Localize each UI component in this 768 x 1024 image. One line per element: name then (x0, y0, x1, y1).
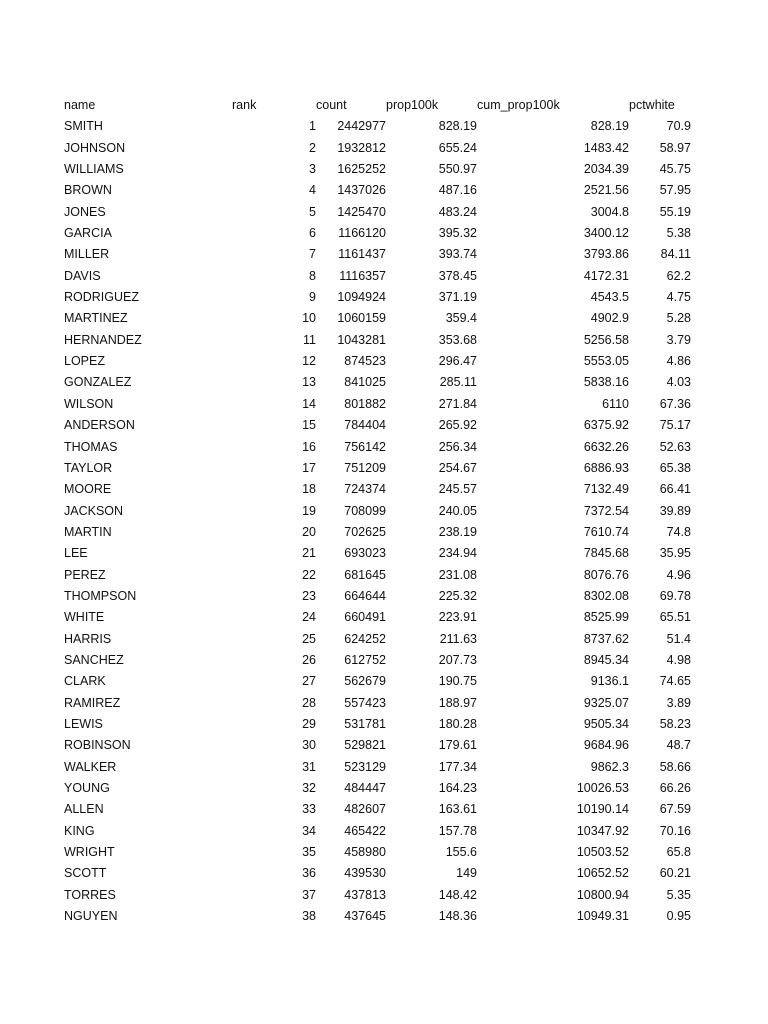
cell-count: 529821 (344, 738, 386, 753)
table-row (64, 735, 691, 756)
cell-pctwhite: 70.9 (666, 119, 691, 134)
cell-pctwhite: 4.96 (666, 567, 691, 582)
cell-prop100k: 163.61 (438, 802, 477, 817)
table-row (64, 223, 691, 244)
cell-prop100k: 393.74 (438, 247, 477, 262)
cell-rank: 11 (303, 332, 316, 347)
cell-pctwhite: 5.28 (666, 311, 691, 326)
column-header-prop100k: prop100k (386, 98, 439, 112)
cell-prop100k: 164.23 (438, 781, 477, 795)
table-row (64, 821, 691, 842)
cell-rank: 25 (302, 631, 316, 646)
table-body (64, 116, 691, 927)
cell-count: 1625252 (337, 162, 386, 177)
cell-cum-prop100k: 6375.92 (583, 418, 629, 433)
cell-pctwhite: 67.59 (659, 802, 691, 817)
cell-name: BROWN (64, 183, 112, 198)
cell-rank: 10 (302, 311, 316, 326)
cell-rank: 30 (302, 738, 316, 753)
cell-rank: 29 (302, 716, 316, 731)
table-row (64, 778, 691, 799)
cell-name: WILLIAMS (64, 162, 124, 177)
cell-count: 874523 (344, 354, 386, 369)
cell-pctwhite: 51.4 (666, 631, 691, 646)
cell-pctwhite: 4.03 (666, 375, 691, 390)
cell-rank: 15 (302, 418, 316, 433)
cell-name: ANDERSON (64, 418, 135, 433)
cell-cum-prop100k: 2521.56 (583, 183, 629, 198)
table-row (64, 863, 691, 884)
cell-rank: 4 (309, 183, 316, 198)
cell-prop100k: 378.45 (438, 268, 477, 283)
cell-rank: 21 (302, 546, 316, 561)
cell-count: 523129 (344, 759, 386, 774)
cell-pctwhite: 66.41 (659, 482, 691, 497)
cell-name: YOUNG (64, 781, 110, 795)
table-row (64, 479, 691, 500)
cell-prop100k: 359.4 (445, 311, 477, 326)
cell-cum-prop100k: 10347.92 (576, 823, 629, 838)
cell-count: 482607 (344, 802, 386, 817)
cell-cum-prop100k: 8076.76 (583, 567, 629, 582)
cell-name: LOPEZ (64, 354, 105, 369)
table-row (64, 501, 691, 522)
cell-pctwhite: 39.89 (659, 503, 691, 518)
cell-count: 1094924 (337, 290, 386, 305)
cell-count: 784404 (344, 418, 386, 433)
table-row (64, 693, 691, 714)
cell-count: 439530 (344, 866, 386, 881)
cell-pctwhite: 66.26 (659, 781, 691, 795)
table-row (64, 287, 691, 308)
cell-prop100k: 207.73 (438, 652, 477, 667)
cell-name: GONZALEZ (64, 375, 132, 390)
cell-count: 531781 (344, 716, 386, 731)
cell-prop100k: 238.19 (438, 524, 477, 539)
cell-name: JACKSON (64, 503, 124, 518)
table-row (64, 180, 691, 201)
cell-count: 1043281 (337, 332, 386, 347)
cell-prop100k: 190.75 (438, 674, 477, 689)
cell-rank: 26 (302, 652, 316, 667)
cell-name: JOHNSON (64, 140, 126, 155)
cell-rank: 38 (302, 909, 316, 924)
cell-pctwhite: 69.78 (659, 588, 691, 603)
cell-rank: 37 (302, 887, 316, 902)
cell-count: 708099 (344, 503, 386, 518)
cell-prop100k: 240.05 (438, 503, 477, 518)
cell-count: 458980 (344, 845, 386, 860)
cell-cum-prop100k: 10026.53 (576, 781, 629, 795)
cell-name: LEE (64, 546, 88, 561)
cell-rank: 2 (309, 140, 316, 155)
cell-cum-prop100k: 10800.94 (576, 887, 629, 902)
table-row (64, 415, 691, 436)
cell-prop100k: 234.94 (438, 546, 477, 561)
cell-rank: 22 (302, 567, 316, 582)
cell-name: LEWIS (64, 716, 103, 731)
cell-name: THOMPSON (64, 588, 137, 603)
cell-rank: 28 (302, 695, 316, 710)
cell-cum-prop100k: 7132.49 (583, 482, 629, 497)
cell-rank: 3 (309, 162, 316, 177)
cell-cum-prop100k: 7845.68 (583, 546, 629, 561)
cell-pctwhite: 74.8 (666, 524, 691, 539)
cell-cum-prop100k: 4902.9 (590, 311, 629, 326)
cell-pctwhite: 65.38 (659, 460, 691, 475)
cell-count: 660491 (344, 610, 386, 625)
cell-prop100k: 550.97 (438, 162, 477, 177)
cell-prop100k: 296.47 (438, 354, 477, 369)
cell-prop100k: 179.61 (438, 738, 477, 753)
cell-rank: 6 (309, 226, 316, 241)
cell-prop100k: 395.32 (438, 226, 477, 241)
cell-prop100k: 245.57 (438, 482, 477, 497)
cell-cum-prop100k: 9505.34 (583, 716, 629, 731)
cell-prop100k: 371.19 (438, 290, 477, 305)
cell-cum-prop100k: 3400.12 (583, 226, 629, 241)
cell-rank: 9 (309, 290, 316, 305)
cell-prop100k: 828.19 (438, 119, 477, 134)
cell-cum-prop100k: 1483.42 (583, 140, 629, 155)
cell-rank: 33 (302, 802, 316, 817)
table-row (64, 714, 691, 735)
cell-rank: 7 (309, 247, 316, 262)
cell-cum-prop100k: 9684.96 (583, 738, 629, 753)
cell-count: 465422 (344, 823, 386, 838)
cell-name: HARRIS (64, 631, 112, 646)
table-row (64, 543, 691, 564)
cell-prop100k: 180.28 (438, 716, 477, 731)
cell-count: 693023 (344, 546, 386, 561)
cell-count: 724374 (344, 482, 386, 497)
table-row (64, 308, 691, 329)
cell-rank: 18 (302, 482, 316, 497)
cell-prop100k: 256.34 (438, 439, 477, 454)
cell-rank: 36 (302, 866, 316, 881)
cell-pctwhite: 35.95 (659, 546, 691, 561)
cell-name: RAMIREZ (64, 695, 121, 710)
cell-name: TAYLOR (64, 460, 113, 475)
cell-cum-prop100k: 6886.93 (583, 460, 629, 475)
cell-cum-prop100k: 10949.31 (576, 909, 629, 924)
table-row (64, 885, 691, 906)
cell-pctwhite: 84.11 (660, 247, 691, 262)
cell-pctwhite: 58.66 (659, 759, 691, 774)
cell-rank: 1 (309, 119, 316, 134)
cell-pctwhite: 65.8 (666, 845, 691, 860)
cell-name: DAVIS (64, 268, 101, 283)
table-row (64, 629, 691, 650)
cell-name: SANCHEZ (64, 652, 124, 667)
table-row (64, 394, 691, 415)
table-row (64, 565, 691, 586)
cell-count: 664644 (344, 588, 386, 603)
cell-pctwhite: 0.95 (666, 909, 691, 924)
cell-count: 437813 (344, 887, 386, 902)
cell-prop100k: 177.34 (438, 759, 477, 774)
cell-rank: 14 (302, 396, 316, 411)
cell-prop100k: 155.6 (445, 845, 477, 860)
cell-cum-prop100k: 3793.86 (583, 247, 629, 262)
cell-count: 2442977 (337, 119, 386, 134)
table-row (64, 522, 691, 543)
cell-count: 702625 (344, 524, 386, 539)
cell-name: MOORE (64, 482, 112, 497)
table-row (64, 458, 691, 479)
cell-name: SCOTT (64, 866, 107, 881)
cell-cum-prop100k: 8302.08 (583, 588, 629, 603)
cell-cum-prop100k: 828.19 (590, 119, 629, 134)
cell-count: 801882 (344, 396, 386, 411)
surname-table (64, 95, 691, 927)
cell-rank: 8 (309, 268, 316, 283)
cell-prop100k: 271.84 (438, 396, 477, 411)
cell-count: 484447 (344, 781, 386, 795)
cell-pctwhite: 57.95 (659, 183, 691, 198)
cell-prop100k: 655.24 (438, 140, 477, 155)
cell-count: 612752 (344, 652, 386, 667)
cell-prop100k: 148.42 (438, 887, 477, 902)
cell-count: 841025 (344, 375, 386, 390)
cell-cum-prop100k: 9136.1 (590, 674, 629, 689)
cell-pctwhite: 60.21 (659, 866, 691, 881)
cell-cum-prop100k: 2034.39 (583, 162, 629, 177)
table-row (64, 372, 691, 393)
table-row (64, 671, 691, 692)
cell-cum-prop100k: 5838.16 (583, 375, 629, 390)
table-row (64, 330, 691, 351)
cell-name: WRIGHT (64, 845, 115, 860)
cell-prop100k: 231.08 (438, 567, 477, 582)
cell-cum-prop100k: 8945.34 (583, 652, 629, 667)
cell-cum-prop100k: 4172.31 (583, 268, 629, 283)
cell-count: 437645 (344, 909, 386, 924)
cell-prop100k: 211.63 (439, 631, 477, 646)
cell-name: HERNANDEZ (64, 332, 142, 347)
cell-name: GARCIA (64, 226, 112, 241)
table-row (64, 244, 691, 265)
cell-name: ROBINSON (64, 738, 131, 753)
table-row (64, 906, 691, 927)
cell-prop100k: 353.68 (438, 332, 477, 347)
cell-prop100k: 285.11 (439, 375, 477, 390)
cell-cum-prop100k: 9325.07 (583, 695, 629, 710)
cell-pctwhite: 5.35 (666, 887, 691, 902)
cell-cum-prop100k: 4543.5 (590, 290, 629, 305)
cell-count: 1161437 (338, 247, 386, 262)
cell-rank: 24 (302, 610, 316, 625)
table-row (64, 116, 691, 137)
cell-prop100k: 188.97 (438, 695, 477, 710)
cell-prop100k: 483.24 (438, 204, 477, 219)
table-row (64, 351, 691, 372)
cell-pctwhite: 52.63 (659, 439, 691, 454)
cell-pctwhite: 45.75 (659, 162, 691, 177)
cell-pctwhite: 75.17 (659, 418, 691, 433)
cell-rank: 32 (302, 781, 316, 795)
table-row (64, 266, 691, 287)
cell-rank: 12 (302, 354, 316, 369)
cell-pctwhite: 5.38 (666, 226, 691, 241)
cell-name: WALKER (64, 759, 117, 774)
cell-pctwhite: 58.97 (659, 140, 691, 155)
table-row (64, 586, 691, 607)
cell-count: 1116357 (339, 268, 386, 283)
table-row (64, 799, 691, 820)
cell-count: 1166120 (338, 226, 386, 241)
cell-count: 624252 (344, 631, 386, 646)
cell-name: MILLER (64, 247, 110, 262)
cell-prop100k: 157.78 (438, 823, 477, 838)
column-header-cum-prop100k: cum_prop100k (477, 98, 560, 112)
cell-prop100k: 149 (456, 866, 477, 881)
cell-count: 681645 (344, 567, 386, 582)
cell-name: RODRIGUEZ (64, 290, 139, 305)
cell-pctwhite: 74.65 (659, 674, 691, 689)
cell-rank: 31 (302, 759, 316, 774)
cell-name: SMITH (64, 119, 103, 134)
cell-rank: 27 (302, 674, 316, 689)
cell-count: 1425470 (337, 204, 386, 219)
cell-name: WHITE (64, 610, 105, 625)
cell-name: THOMAS (64, 439, 118, 454)
table-row (64, 159, 691, 180)
cell-name: PEREZ (64, 567, 106, 582)
cell-cum-prop100k: 3004.8 (590, 204, 629, 219)
cell-pctwhite: 4.86 (666, 354, 691, 369)
cell-name: WILSON (64, 396, 114, 411)
cell-pctwhite: 4.98 (666, 652, 691, 667)
column-header-count: count (316, 98, 347, 112)
cell-count: 1437026 (337, 183, 386, 198)
cell-count: 756142 (344, 439, 386, 454)
cell-rank: 35 (302, 845, 316, 860)
cell-name: KING (64, 823, 95, 838)
cell-prop100k: 487.16 (438, 183, 477, 198)
cell-count: 751209 (344, 460, 386, 475)
cell-name: NGUYEN (64, 909, 118, 924)
cell-pctwhite: 62.2 (666, 268, 691, 283)
cell-count: 557423 (344, 695, 386, 710)
cell-cum-prop100k: 5256.58 (583, 332, 629, 347)
cell-pctwhite: 70.16 (659, 823, 691, 838)
cell-cum-prop100k: 6632.26 (583, 439, 629, 454)
cell-name: MARTIN (64, 524, 112, 539)
cell-pctwhite: 3.89 (666, 695, 691, 710)
table-row (64, 437, 691, 458)
table-row (64, 607, 691, 628)
cell-count: 1932812 (337, 140, 386, 155)
cell-pctwhite: 48.7 (666, 738, 691, 753)
cell-name: ALLEN (64, 802, 104, 817)
cell-count: 1060159 (337, 311, 386, 326)
cell-cum-prop100k: 8525.99 (583, 610, 629, 625)
table-row (64, 202, 691, 223)
cell-count: 562679 (344, 674, 386, 689)
cell-pctwhite: 3.79 (666, 332, 691, 347)
cell-pctwhite: 58.23 (659, 716, 691, 731)
cell-prop100k: 225.32 (438, 588, 477, 603)
table-row (64, 138, 691, 159)
cell-cum-prop100k: 7610.74 (583, 524, 629, 539)
table-row (64, 757, 691, 778)
cell-rank: 5 (309, 204, 316, 219)
column-header-name: name (64, 98, 96, 112)
cell-rank: 20 (302, 524, 316, 539)
table-row (64, 842, 691, 863)
cell-cum-prop100k: 6110 (602, 396, 629, 411)
header-row (64, 95, 691, 116)
cell-name: CLARK (64, 674, 106, 689)
cell-prop100k: 148.36 (438, 909, 477, 924)
cell-pctwhite: 65.51 (659, 610, 691, 625)
cell-cum-prop100k: 9862.3 (590, 759, 629, 774)
cell-rank: 16 (302, 439, 316, 454)
column-header-pctwhite: pctwhite (629, 98, 675, 112)
cell-cum-prop100k: 10190.14 (576, 802, 629, 817)
cell-rank: 34 (302, 823, 316, 838)
cell-name: JONES (64, 204, 106, 219)
cell-rank: 23 (302, 588, 316, 603)
cell-rank: 17 (302, 460, 316, 475)
cell-pctwhite: 4.75 (666, 290, 691, 305)
cell-cum-prop100k: 8737.62 (583, 631, 629, 646)
cell-pctwhite: 67.36 (659, 396, 691, 411)
cell-prop100k: 254.67 (438, 460, 477, 475)
cell-name: MARTINEZ (64, 311, 128, 326)
cell-cum-prop100k: 10503.52 (576, 845, 629, 860)
cell-name: TORRES (64, 887, 116, 902)
cell-pctwhite: 55.19 (659, 204, 691, 219)
column-header-rank: rank (232, 98, 257, 112)
cell-rank: 13 (302, 375, 316, 390)
cell-prop100k: 265.92 (438, 418, 477, 433)
cell-cum-prop100k: 10652.52 (576, 866, 629, 881)
cell-rank: 19 (302, 503, 316, 518)
table-row (64, 650, 691, 671)
cell-prop100k: 223.91 (438, 610, 477, 625)
cell-cum-prop100k: 5553.05 (583, 354, 629, 369)
cell-cum-prop100k: 7372.54 (583, 503, 629, 518)
